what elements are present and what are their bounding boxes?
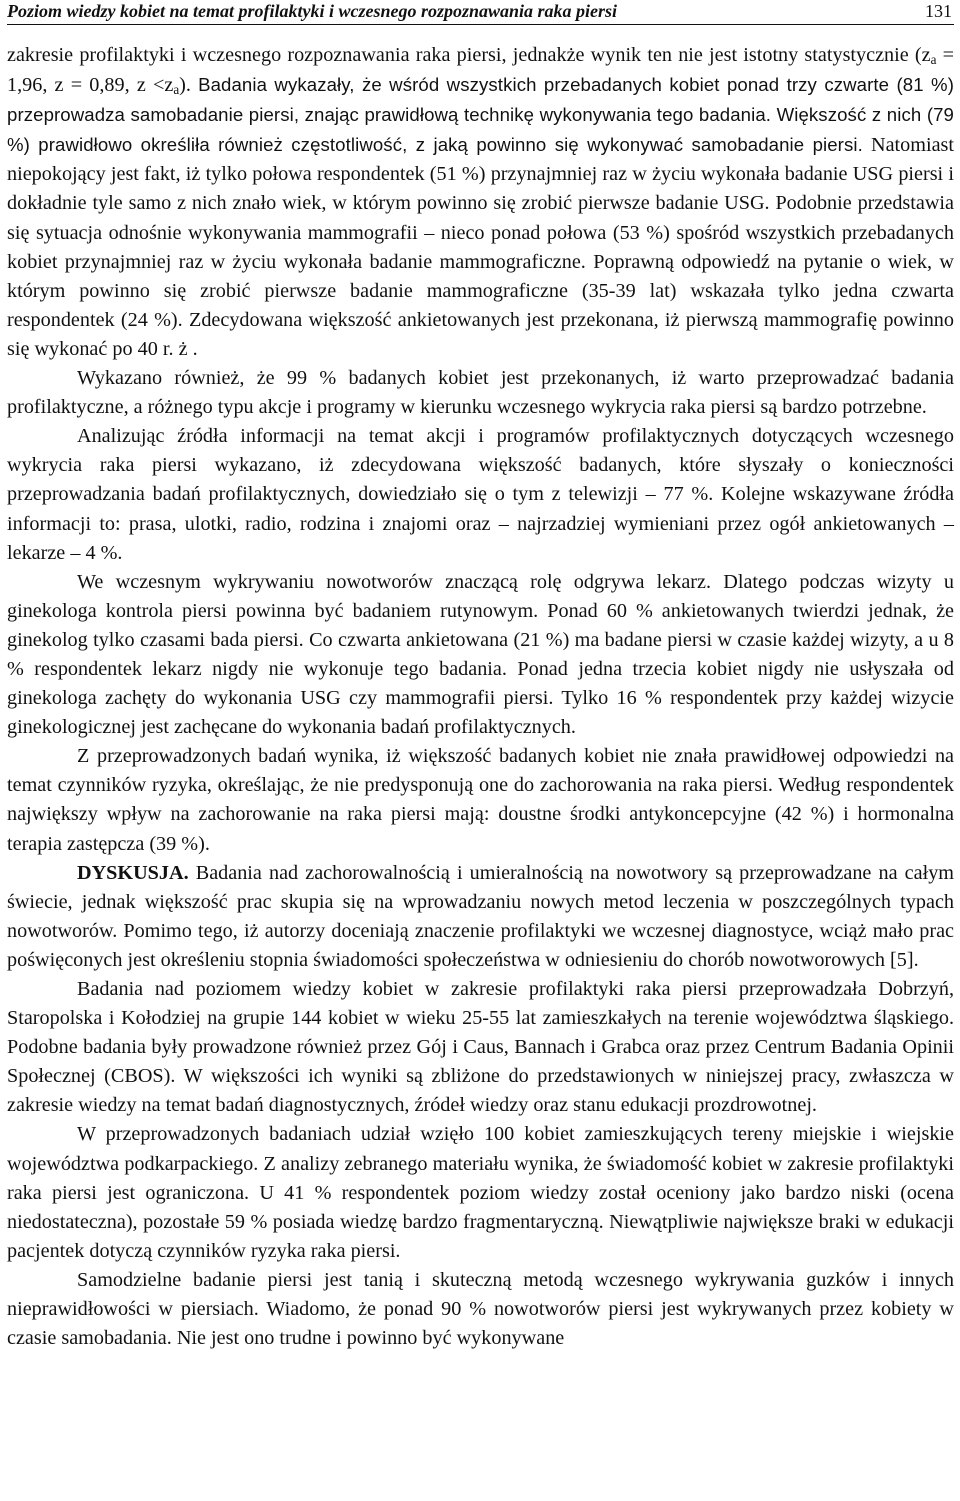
paragraph-information-sources: Analizując źródła informacji na temat akcji i programów profilaktycznych dotyczących wczesnego wykrycia raka piersi wykazano, iż zdecydowana większość badanych, które słyszały o konieczności przeprowadzania badań profilaktycznych, dowiedziało się o tym z telewizji – 77 %. Kolejne wskazywane źródła informacji to: prasa, ulotki, radio, rodzina i znajomi oraz – najrzadziej wymieniani przez ogół ankietowanych – lekarze – 4 %.	[7, 425, 954, 564]
paragraph-risk-factors: Z przeprowadzonych badań wynika, iż większość badanych kobiet nie znała prawidłowej odpowiedzi na temat czynników ryzyka, określając, że nie predysponują one do zachorowania na raka piersi. Według respondentek największy wpływ na zachorowanie na raka piersi mają: doustne środki antykoncepcyjne (42 %) i hormonalna terapia zastępcza (39 %).	[7, 745, 954, 855]
paragraph-self-examination: Samodzielne badanie piersi jest tanią i skuteczną metodą wczesnego wykrywania guzków i innych nieprawidłowości w piersiach. Wiadomo, że ponad 90 % nowotworów piersi jest wykrywanych przez kobiety w czasie samobadania. Nie jest ono trudne i powinno być wykonywane	[7, 1268, 954, 1350]
paragraph-discussion: DYSKUSJA. Badania nad zachorowalnością i umieralnością na nowotwory są przeprowadzane na całym świecie, jednak większość prac skupia się na wprowadzaniu nowych metod leczenia w poszczególnych typach nowotworów. Pomimo tego, iż autorzy doceniają znaczenie profilaktyki we wczesnej diagnostyce, wciąż mało prac poświęconych jest określeniu stopnia świadomości społeczeństwa w odniesieniu do chorób nowotworowych [5].	[7, 861, 954, 971]
sans-serif-passage: Badania wykazały, że wśród wszystkich przebadanych kobiet ponad trzy czwarte (81 %) przeprowadza samobadanie piersi, znając prawidłową technikę wykonywania tego badania. Większość z nich (79 %) prawidłowo określiła również częstotliwość, z jaką powinno się wykonywać samobadanie piersi.	[7, 74, 954, 156]
paragraph-screening-attitudes: Wykazano również, że 99 % badanych kobiet jest przekonanych, iż warto przeprowadzać badania profilaktyczne, a różnego typu akcje i programy w kierunku wczesnego wykrycia raka piersi są bardzo potrzebne.	[7, 367, 954, 419]
running-header	[7, 0, 954, 25]
page-number: 131	[925, 1, 952, 21]
section-heading-discussion: DYSKUSJA.	[77, 861, 189, 884]
document-page	[7, 0, 954, 1353]
paragraph-study-group: W przeprowadzonych badaniach udział wzięło 100 kobiet zamieszkujących tereny miejskie i wiejskie województwa podkarpackiego. Z analizy zebranego materiału wynika, że świadomość kobiet w zakresie profilaktyki raka piersi jest ograniczona. U 41 % respondentek poziom wiedzy został oceniony jako bardzo niski (ocena niedostateczna), pozostałe 59 % posiada wiedzę bardzo fragmentaryczną. Niewątpliwie największe braki w edukacji pacjentek dotyczą czynników ryzyka raka piersi.	[7, 1123, 954, 1262]
article-body	[7, 41, 954, 1353]
paragraph-results-continued: zakresie profilaktyki i wczesnego rozpoznawania raka piersi, jednakże wynik ten nie jest istotny statystycznie ($z_a = 1,96$, z = 0,89, $z <z_a$). Badania wykazały, że wśród wszystkich przebadanych kobiet ponad trzy czwarte (81 %) przeprowadza samobadanie piersi, znając prawidłową technikę wykonywania tego badania. Większość z nich (79 %) prawidłowo określiła również częstotliwość, z jaką powinno się wykonywać samobadanie piersi. Natomiast niepokojący jest fakt, iż tylko połowa respondentek (51 %) przynajmniej raz w życiu wykonała badanie USG piersi i dokładnie tyle samo z nich znało wiek, w którym powinno się zrobić pierwsze badanie USG. Podobnie przedstawia się sytuacja odnośnie wykonywania mammografii – nieco ponad połowa (53 %) spośród wszystkich przebadanych kobiet przynajmniej raz w życiu wykonała badanie mammograficzne. Poprawną odpowiedź na pytanie o wiek, w którym powinno się zrobić pierwsze badanie mammograficzne (35-39 lat) wskazała tylko jedna czwarta respondentek (24 %). Zdecydowana większość ankietowanych jest przekonana, iż pierwszą mammografię powinno się wykonać po 40 r. ż .	[7, 44, 954, 360]
running-head-title: Poziom wiedzy kobiet na temat profilaktyki i wczesnego rozpoznawania raka piersi	[7, 1, 618, 21]
paragraph-related-studies: Badania nad poziomem wiedzy kobiet w zakresie profilaktyki raka piersi przeprowadzała Dobrzyń, Staropolska i Kołodziej na grupie 144 kobiet w wieku 25-55 lat zamieszkałych na terenie województwa śląskiego. Podobne badania były prowadzone również przez Gój i Caus, Bannach i Grabca oraz przez Centrum Badania Opinii Społecznej (CBOS). W większości ich wyniki są zbliżone do przedstawionych w niniejszej pracy, zwłaszcza w zakresie wiedzy na temat badań diagnostycznych, źródeł wiedzy oraz stanu edukacji prozdrowotnej.	[7, 978, 954, 1117]
paragraph-gynecologist-role: We wczesnym wykrywaniu nowotworów znaczącą rolę odgrywa lekarz. Dlatego podczas wizyty u ginekologa kontrola piersi powinna być badaniem rutynowym. Ponad 60 % ankietowanych twierdzi jednak, że ginekolog tylko czasami bada piersi. Co czwarta ankietowana (21 %) ma badane piersi w czasie każdej wizyty, a u 8 % respondentek lekarz nigdy nie wykonuje tego badania. Ponad jedna trzecia kobiet nigdy nie usłyszała od ginekologa zachęty do wykonania USG czy mammografii piersi. Tylko 16 % respondentek przy każdej wizycie ginekologicznej jest zachęcane do wykonania badań profilaktycznych.	[7, 570, 954, 739]
